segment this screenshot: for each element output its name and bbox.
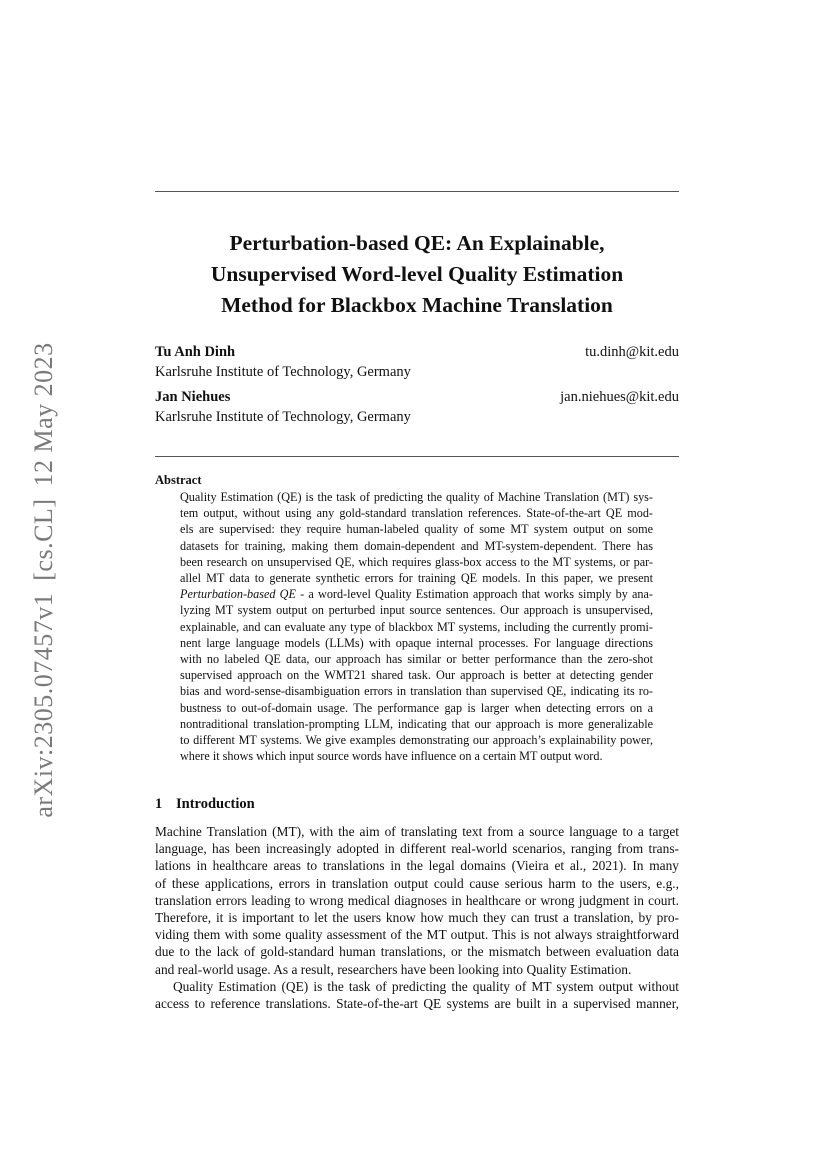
method-name: Perturbation-based QE	[180, 587, 296, 602]
abstract-line: with no labeled QE data, our approach has similar or better performance than the zero-shot	[180, 652, 653, 667]
arxiv-id: arXiv:2305.07457v1	[29, 592, 58, 818]
author-name: Jan Niehues	[155, 389, 231, 405]
author-email[interactable]: jan.niehues@kit.edu	[560, 389, 679, 405]
abstract-line: been research on unsupervised QE, which requires glass-box access to the MT systems, or par-	[180, 554, 653, 569]
body-line: Machine Translation (MT), with the aim of translating text from a source language to a target	[155, 824, 679, 839]
body-line: due to the lack of gold-standard human translations, or the mismatch between evaluation data	[155, 944, 679, 960]
author-affiliation: Karlsruhe Institute of Technology, Germany	[155, 409, 411, 425]
abstract-line: supervised approach on the WMT21 shared task. Our approach is better at detecting gender	[180, 668, 653, 683]
abstract-rule	[155, 456, 679, 457]
body-line: Therefore, it is important to let the users know how much they can trust a translation, by pro-	[155, 910, 679, 926]
section-heading	[155, 796, 255, 813]
abstract-line: els are supervised: they require human-labeled quality of some MT system output on some	[180, 522, 653, 537]
paper-title	[155, 228, 679, 321]
body-line: and real-world usage. As a result, researchers have been looking into Quality Estimation.	[155, 961, 632, 977]
title-line: Unsupervised Word-level Quality Estimation	[210, 262, 624, 286]
section-number: 1	[155, 796, 163, 812]
section-title: Introduction	[176, 796, 255, 812]
abstract-line: to different MT systems. We give examples demonstrating our approach’s explainability power,	[180, 733, 653, 748]
body-line: access to reference translations. State-of-the-art QE systems are built in a supervised manner,	[155, 996, 679, 1012]
abstract-line-rest: - a word-level Quality Estimation approach that works simply by ana-	[295, 587, 653, 602]
abstract-line: nontraditional translation-prompting LLM, indicating that our approach is more generalizable	[180, 716, 653, 731]
abstract-line: datasets for training, making them domain-dependent and MT-system-dependent. There has	[180, 538, 653, 553]
abstract-line: where it shows which input source words have influence on a certain MT output word.	[180, 749, 603, 764]
body-line: viding them with some quality assessment of the MT output. This is not always straightforward	[155, 927, 679, 943]
abstract-line: tem output, without using any gold-standard translation references. State-of-the-art QE mod-	[180, 506, 653, 521]
abstract-line: Quality Estimation (QE) is the task of predicting the quality of Machine Translation (MT) sys-	[180, 490, 653, 504]
abstract-line: lyzing MT system output on perturbed input source sentences. Our approach is unsupervised,	[180, 603, 653, 618]
arxiv-stamp	[29, 336, 59, 823]
top-rule	[155, 191, 679, 192]
abstract-heading: Abstract	[155, 473, 202, 487]
body-line: lations in healthcare areas to translations in the legal domains (Vieira et al., 2021). In many	[155, 858, 679, 874]
abstract-line: nent large language models (LLMs) with opaque internal processes. For language directions	[180, 635, 653, 650]
author-email[interactable]: tu.dinh@kit.edu	[585, 344, 679, 360]
abstract-body	[180, 489, 653, 764]
abstract-line: explainable, and can evaluate any type of blackbox MT systems, including the currently promi-	[180, 619, 653, 634]
title-line: Method for Blackbox Machine Translation	[221, 293, 613, 317]
title-line: Perturbation-based QE: An Explainable,	[229, 231, 605, 255]
arxiv-date: 12 May 2023	[29, 342, 58, 487]
author-block	[155, 387, 679, 427]
abstract-line: allel MT data to generate synthetic errors for training QE models. In this paper, we present	[180, 571, 653, 586]
author-block	[155, 342, 679, 382]
body-line: Quality Estimation (QE) is the task of predicting the quality of MT system output without	[173, 978, 679, 994]
body-line: language, has been increasingly adopted in different real-world scenarios, ranging from trans-	[155, 841, 679, 857]
author-name: Tu Anh Dinh	[155, 344, 236, 360]
body-line: of these applications, errors in translation output could cause serious harm to the users, e.g.,	[155, 875, 679, 891]
abstract-line	[180, 586, 653, 602]
body-line: translation errors leading to wrong medical diagnoses in healthcare or wrong judgment in court.	[155, 892, 679, 908]
introduction-body	[155, 823, 679, 1012]
author-affiliation: Karlsruhe Institute of Technology, Germany	[155, 364, 411, 380]
arxiv-category: [cs.CL]	[29, 498, 58, 581]
abstract-line: bias and word-sense-disambiguation errors in translation than supervised QE, indicating its ro-	[180, 684, 653, 699]
abstract-line: bustness to out-of-domain usage. The performance gap is larger when detecting errors on a	[180, 700, 653, 715]
